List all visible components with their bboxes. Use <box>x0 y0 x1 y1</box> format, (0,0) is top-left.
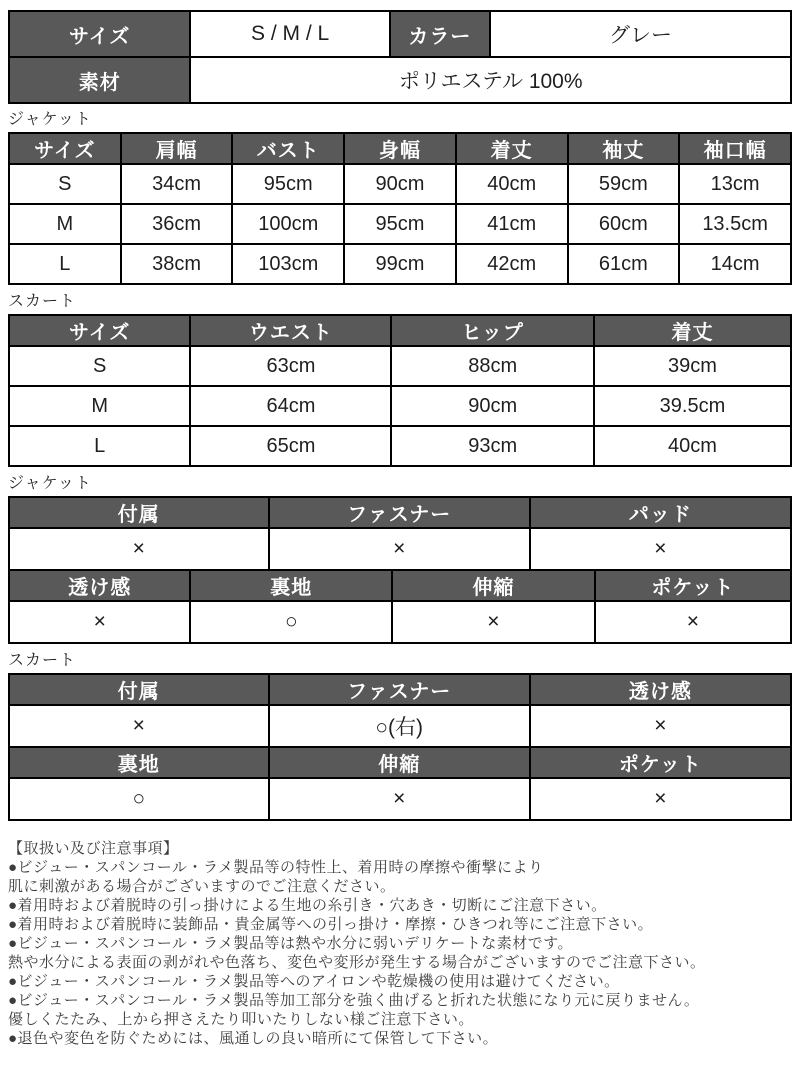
size-header-cell: ウエスト <box>190 315 391 346</box>
feature-header-cell: 裏地 <box>9 747 269 778</box>
size-value-cell: 38cm <box>121 244 233 284</box>
table-header-row <box>9 747 791 778</box>
size-value-cell: 61cm <box>568 244 680 284</box>
note-line: 熱や水分による表面の剥がれや色落ち、変色や変形が発生する場合がございますのでご注意下さい。 <box>8 954 706 971</box>
size-header-cell: 着丈 <box>594 315 791 346</box>
feature-value-cell: ○ <box>190 601 392 643</box>
size-value-cell: 40cm <box>456 164 568 204</box>
feature-header-cell: 伸縮 <box>269 747 530 778</box>
feature-value-cell: × <box>9 528 269 570</box>
jacket-features-table-group1 <box>8 496 792 571</box>
size-header-cell: バスト <box>232 133 344 164</box>
table-row <box>9 426 791 466</box>
feature-value-cell: × <box>530 705 791 747</box>
jacket-features-table-group2 <box>8 569 792 644</box>
note-line: ●ビジュー・スパンコール・ラメ製品等へのアイロンや乾燥機の使用は避けてください。 <box>8 973 620 990</box>
size-value-cell: L <box>9 426 190 466</box>
table-header-row <box>9 315 791 346</box>
care-notes-title: 【取扱い及び注意事項】 <box>8 840 179 857</box>
size-value-cell: 99cm <box>344 244 456 284</box>
spec-table <box>8 10 792 104</box>
note-line: ●ビジュー・スパンコール・ラメ製品等は熱や水分に弱いデリケートな素材です。 <box>8 935 574 952</box>
spec-color-value-cell: グレー <box>490 11 791 57</box>
feature-value-cell: × <box>392 601 595 643</box>
note-line: ●ビジュー・スパンコール・ラメ製品等加工部分を強く曲げると折れた状態になり元に戻りません。 <box>8 992 700 1009</box>
size-value-cell: M <box>9 204 121 244</box>
table-header-row <box>9 674 791 705</box>
size-value-cell: 36cm <box>121 204 233 244</box>
size-header-cell: 肩幅 <box>121 133 233 164</box>
spec-row-material <box>9 57 791 103</box>
jacket-size-table <box>8 132 792 285</box>
size-value-cell: 95cm <box>232 164 344 204</box>
spec-color-header-cell: カラー <box>390 11 490 57</box>
feature-header-cell: 付属 <box>9 674 269 705</box>
feature-value-cell: × <box>530 778 791 820</box>
size-value-cell: S <box>9 164 121 204</box>
feature-header-cell: 裏地 <box>190 570 392 601</box>
size-value-cell: 63cm <box>190 346 391 386</box>
feature-value-cell: × <box>9 601 190 643</box>
spec-material-header-cell: 素材 <box>9 57 190 103</box>
size-header-cell: 身幅 <box>344 133 456 164</box>
feature-header-cell: ポケット <box>530 747 791 778</box>
skirt-features-table <box>8 673 792 821</box>
size-value-cell: 42cm <box>456 244 568 284</box>
feature-value-cell: × <box>530 528 791 570</box>
size-value-cell: 88cm <box>391 346 594 386</box>
size-header-cell: サイズ <box>9 133 121 164</box>
feature-header-cell: 伸縮 <box>392 570 595 601</box>
size-value-cell: L <box>9 244 121 284</box>
size-value-cell: 39cm <box>594 346 791 386</box>
feature-header-cell: 付属 <box>9 497 269 528</box>
size-header-cell: ヒップ <box>391 315 594 346</box>
feature-header-cell: ファスナー <box>269 497 530 528</box>
size-value-cell: 100cm <box>232 204 344 244</box>
size-header-cell: 袖丈 <box>568 133 680 164</box>
skirt-size-table <box>8 314 792 467</box>
size-header-cell: サイズ <box>9 315 190 346</box>
table-header-row <box>9 570 791 601</box>
spec-size-header-cell: サイズ <box>9 11 190 57</box>
section-label-jacket-features: ジャケット <box>8 475 92 492</box>
table-row <box>9 204 791 244</box>
table-header-row <box>9 133 791 164</box>
table-row <box>9 386 791 426</box>
size-value-cell: 34cm <box>121 164 233 204</box>
size-value-cell: 40cm <box>594 426 791 466</box>
size-header-cell: 袖口幅 <box>679 133 791 164</box>
feature-header-cell: ファスナー <box>269 674 530 705</box>
table-row <box>9 705 791 747</box>
note-line: 優しくたたみ、上から押さえたり叩いたりしない様ご注意下さい。 <box>8 1011 474 1028</box>
size-value-cell: 95cm <box>344 204 456 244</box>
feature-header-cell: パッド <box>530 497 791 528</box>
feature-value-cell: × <box>595 601 791 643</box>
size-header-cell: 着丈 <box>456 133 568 164</box>
table-row <box>9 778 791 820</box>
size-value-cell: 59cm <box>568 164 680 204</box>
size-value-cell: 13cm <box>679 164 791 204</box>
section-label-jacket-measurements: ジャケット <box>8 111 92 128</box>
size-value-cell: 103cm <box>232 244 344 284</box>
size-value-cell: 60cm <box>568 204 680 244</box>
feature-value-cell: ○ <box>9 778 269 820</box>
note-line: ●着用時および着脱時の引っ掛けによる生地の糸引き・穴あき・切断にご注意下さい。 <box>8 897 607 914</box>
table-header-row <box>9 497 791 528</box>
size-value-cell: 41cm <box>456 204 568 244</box>
feature-value-cell: ○(右) <box>269 705 530 747</box>
size-value-cell: 65cm <box>190 426 391 466</box>
size-value-cell: S <box>9 346 190 386</box>
size-value-cell: M <box>9 386 190 426</box>
note-line: ●着用時および着脱時に装飾品・貴金属等への引っ掛け・摩擦・ひきつれ等にご注意下さい。 <box>8 916 654 933</box>
size-value-cell: 64cm <box>190 386 391 426</box>
feature-header-cell: 透け感 <box>9 570 190 601</box>
table-row <box>9 244 791 284</box>
feature-value-cell: × <box>269 528 530 570</box>
care-notes <box>8 839 792 1048</box>
feature-header-cell: 透け感 <box>530 674 791 705</box>
feature-value-cell: × <box>9 705 269 747</box>
table-row <box>9 164 791 204</box>
size-value-cell: 13.5cm <box>679 204 791 244</box>
size-value-cell: 39.5cm <box>594 386 791 426</box>
note-line: 肌に刺激がある場合がございますのでご注意ください。 <box>8 878 396 895</box>
size-value-cell: 90cm <box>344 164 456 204</box>
spec-size-value-cell: S / M / L <box>190 11 389 57</box>
section-label-skirt-features: スカート <box>8 652 77 669</box>
table-row <box>9 601 791 643</box>
section-label-skirt-measurements: スカート <box>8 293 77 310</box>
spec-material-value-cell: ポリエステル 100% <box>190 57 791 103</box>
spec-row-size-color <box>9 11 791 57</box>
size-value-cell: 14cm <box>679 244 791 284</box>
size-value-cell: 93cm <box>391 426 594 466</box>
note-line: ●退色や変色を防ぐためには、風通しの良い暗所にて保管して下さい。 <box>8 1030 499 1047</box>
table-row <box>9 528 791 570</box>
size-value-cell: 90cm <box>391 386 594 426</box>
feature-header-cell: ポケット <box>595 570 791 601</box>
note-line: ●ビジュー・スパンコール・ラメ製品等の特性上、着用時の摩擦や衝撃により <box>8 859 544 876</box>
table-row <box>9 346 791 386</box>
feature-value-cell: × <box>269 778 530 820</box>
